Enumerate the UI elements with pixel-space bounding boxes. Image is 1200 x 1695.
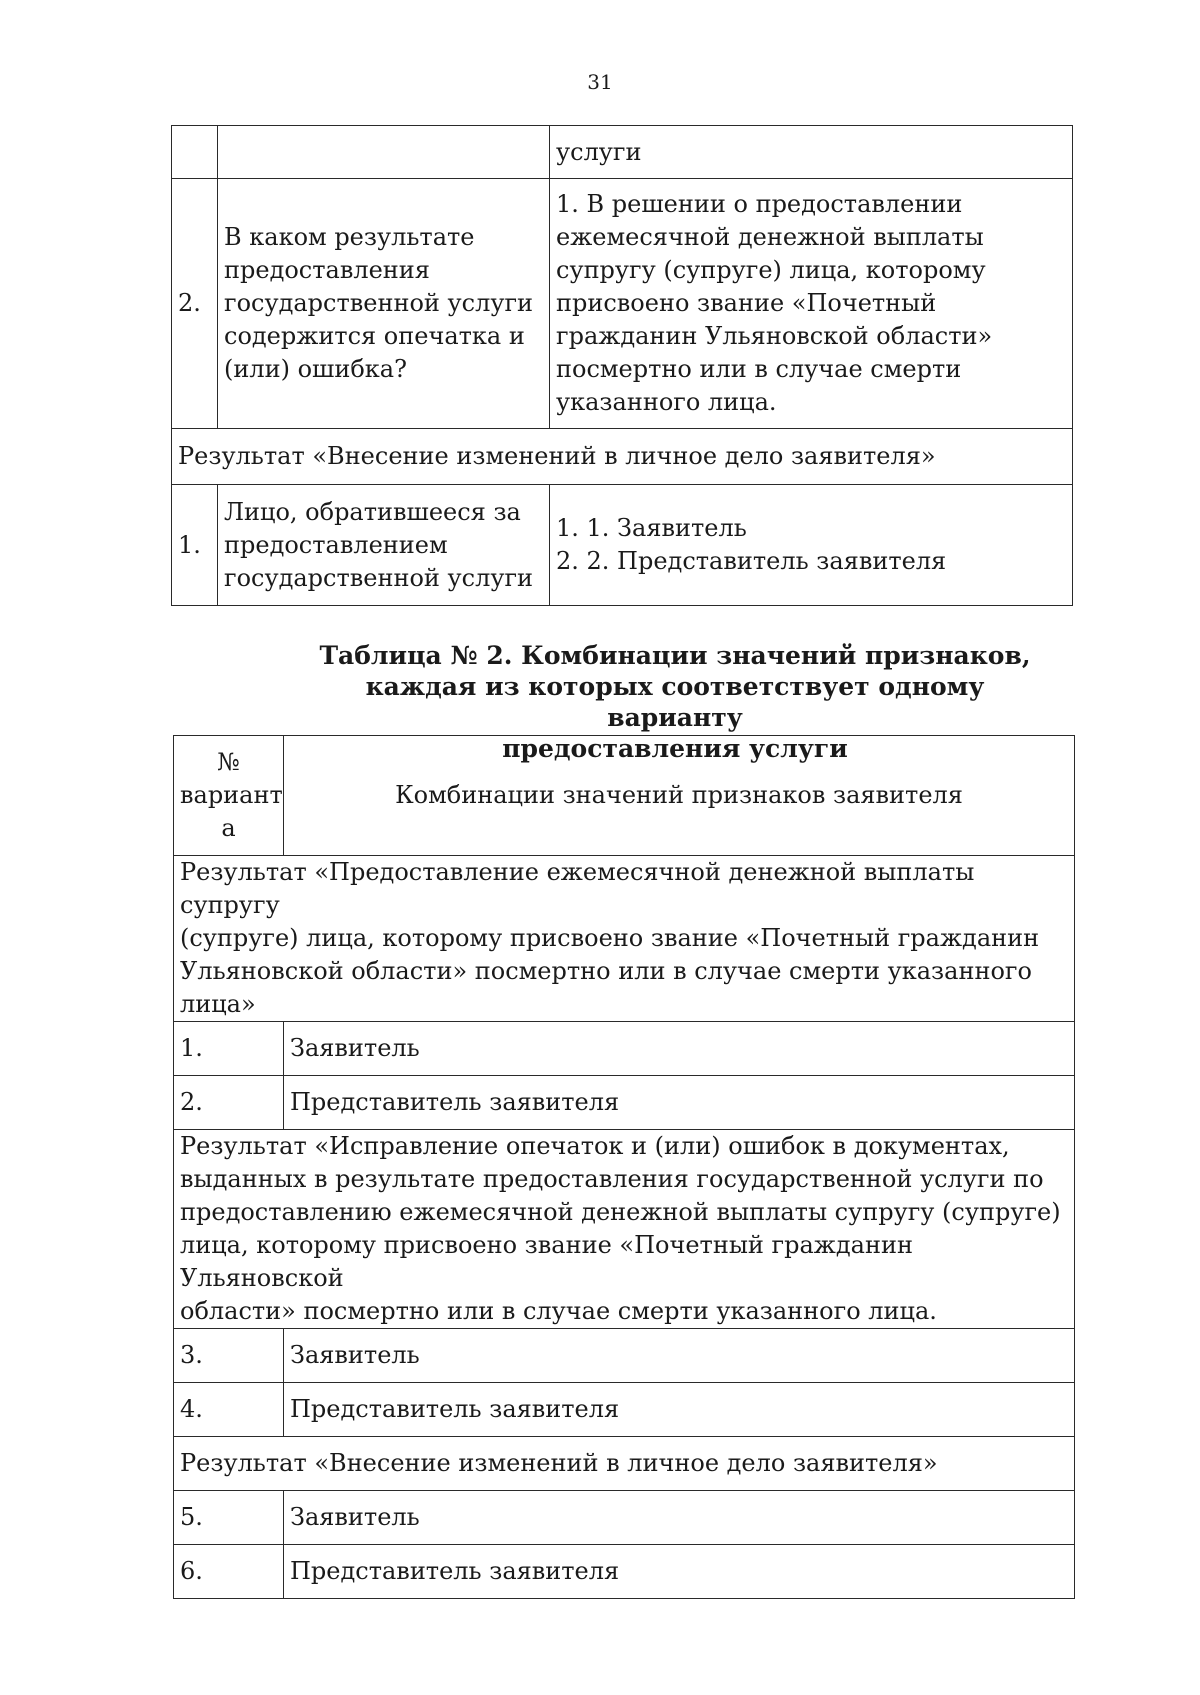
question-cell [218, 179, 550, 429]
variant-number: 3. [174, 1329, 284, 1383]
text-line: государственной услуги [224, 563, 534, 592]
section-row [172, 429, 1073, 485]
text-line: лица, которому присвоено звание «Почетный гражданин Ульяновской [180, 1231, 913, 1292]
text-line: (или) ошибка? [224, 355, 407, 383]
row-number [172, 126, 218, 179]
variant-number: 1. [174, 1022, 284, 1076]
table-row [172, 485, 1073, 606]
text-line: (супруге) лица, которому присвоено звание «Почетный гражданин [180, 924, 1040, 952]
variant-number: 5. [174, 1491, 284, 1545]
table-row [172, 126, 1073, 179]
text-line: Результат «Предоставление ежемесячной денежной выплаты супругу [180, 858, 975, 919]
section-row [174, 856, 1075, 1022]
result-section-heading: Результат «Внесение изменений в личное дело заявителя» [172, 429, 1073, 485]
variant-number: 2. [174, 1076, 284, 1130]
text-line: области» посмертно или в случае смерти указанного лица. [180, 1297, 937, 1325]
section-row [174, 1130, 1075, 1329]
variant-value: Заявитель [284, 1022, 1075, 1076]
text-line: В каком результате [224, 223, 475, 251]
variant-value: Заявитель [284, 1491, 1075, 1545]
table-row [174, 1491, 1075, 1545]
text-line: содержится опечатка и [224, 322, 525, 350]
text-line: 1. В решении о предоставлении [556, 190, 963, 218]
text-line: Результат «Исправление опечаток и (или) ошибок в документах, [180, 1132, 1010, 1160]
table-row [172, 179, 1073, 429]
text-line: посмертно или в случае смерти [556, 355, 962, 383]
variant-number-header [174, 736, 284, 856]
text-line: указанного лица. [556, 388, 777, 416]
text-line: присвоено звание «Почетный [556, 289, 937, 317]
answer-cell [550, 485, 1073, 606]
text-line: Лицо, обратившееся за [224, 497, 521, 526]
variant-value: Заявитель [284, 1329, 1075, 1383]
table-row [174, 1022, 1075, 1076]
text-line: государственной услуги [224, 289, 534, 317]
text-line: 2. 2. Представитель заявителя [556, 547, 947, 575]
text-line: выданных в результате предоставления государственной услуги по [180, 1165, 1044, 1193]
text-line: предоставлением [224, 530, 448, 559]
title-line: предоставления услуги [502, 734, 848, 763]
row-number: 1. [172, 485, 218, 606]
text-line: ежемесячной денежной выплаты [556, 223, 984, 251]
title-line: каждая из которых соответствует одному варианту [365, 672, 985, 732]
text-line: а [221, 814, 236, 842]
text-line: гражданин Ульяновской области» [556, 322, 993, 350]
table-row [174, 1076, 1075, 1130]
table-row [174, 1545, 1075, 1599]
text-line: предоставления [224, 256, 430, 284]
variants-table [173, 735, 1075, 1599]
row-number: 2. [172, 179, 218, 429]
title-line: Таблица № 2. Комбинации значений признаков, [319, 641, 1031, 670]
text-line: Ульяновской области» посмертно или в случае смерти указанного лица» [180, 957, 1032, 1018]
result-section-heading [174, 856, 1075, 1022]
combination-header: Комбинации значений признаков заявителя [284, 736, 1075, 856]
attributes-table [171, 125, 1073, 606]
table-header-row [174, 736, 1075, 856]
variant-number: 4. [174, 1383, 284, 1437]
text-line: 1. 1. Заявитель [556, 514, 747, 542]
variant-value: Представитель заявителя [284, 1545, 1075, 1599]
answer-cell [550, 179, 1073, 429]
text-line: вариант [180, 781, 283, 809]
variant-value: Представитель заявителя [284, 1076, 1075, 1130]
variant-value: Представитель заявителя [284, 1383, 1075, 1437]
table-row [174, 1329, 1075, 1383]
section-row [174, 1437, 1075, 1491]
text-line: супругу (супруге) лица, которому [556, 256, 986, 284]
page-number: 31 [587, 70, 613, 94]
question-cell [218, 126, 550, 179]
table-row [174, 1383, 1075, 1437]
result-section-heading [174, 1130, 1075, 1329]
answer-cell: услуги [550, 126, 1073, 179]
text-line: предоставлению ежемесячной денежной выплаты супругу (супруге) [180, 1198, 1061, 1226]
result-section-heading: Результат «Внесение изменений в личное дело заявителя» [174, 1437, 1075, 1491]
text-line: № [217, 748, 240, 776]
variant-number: 6. [174, 1545, 284, 1599]
question-cell [218, 485, 550, 606]
